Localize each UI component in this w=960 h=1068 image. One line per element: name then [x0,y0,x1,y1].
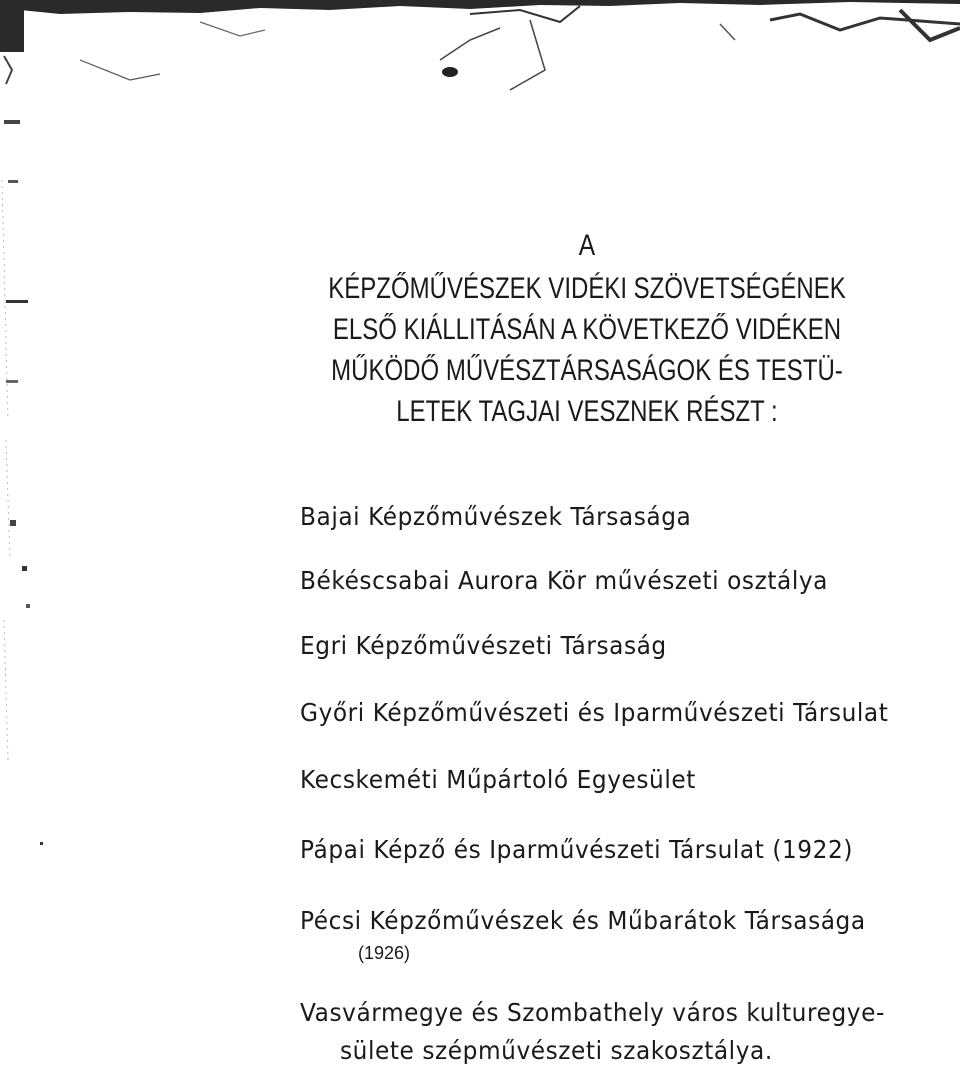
member-item-continuation: sülete szépművészeti szakosztálya. [340,1036,773,1065]
member-item: Vasvármegye és Szombathely város kulturegye- [300,998,885,1027]
heading-lines [262,268,912,432]
heading-article: A [578,229,596,262]
member-item: Győri Képzőművészeti és Iparművészeti Társulat [300,698,889,727]
member-item-year: (1926) [358,943,411,963]
member-item: Kecskeméti Műpártoló Egyesület [300,765,696,794]
heading-line: MŰKÖDŐ MŰVÉSZTÁRSASÁGOK ÉS TESTÜ- [331,354,843,387]
heading-line: LETEK TAGJAI VESZNEK RÉSZT : [396,395,778,428]
member-item: Bajai Képzőművészek Társasága [300,502,692,531]
heading-block [262,224,912,432]
member-item: Egri Képzőművészeti Társaság [300,631,667,660]
member-item: Pécsi Képzőművészek és Műbarátok Társasága [300,906,866,935]
scan-artifact-top [0,0,960,110]
scan-artifact-left [0,0,50,1068]
heading-line: KÉPZŐMŰVÉSZEK VIDÉKI SZÖVETSÉGÉNEK [328,272,846,305]
member-item: Pápai Képző és Iparművészeti Társulat (1922) [300,835,854,864]
heading-line: ELSŐ KIÁLLITÁSÁN A KÖVETKEZŐ VIDÉKEN [332,313,842,346]
member-item: Békéscsabai Aurora Kör művészeti osztálya [300,566,828,595]
